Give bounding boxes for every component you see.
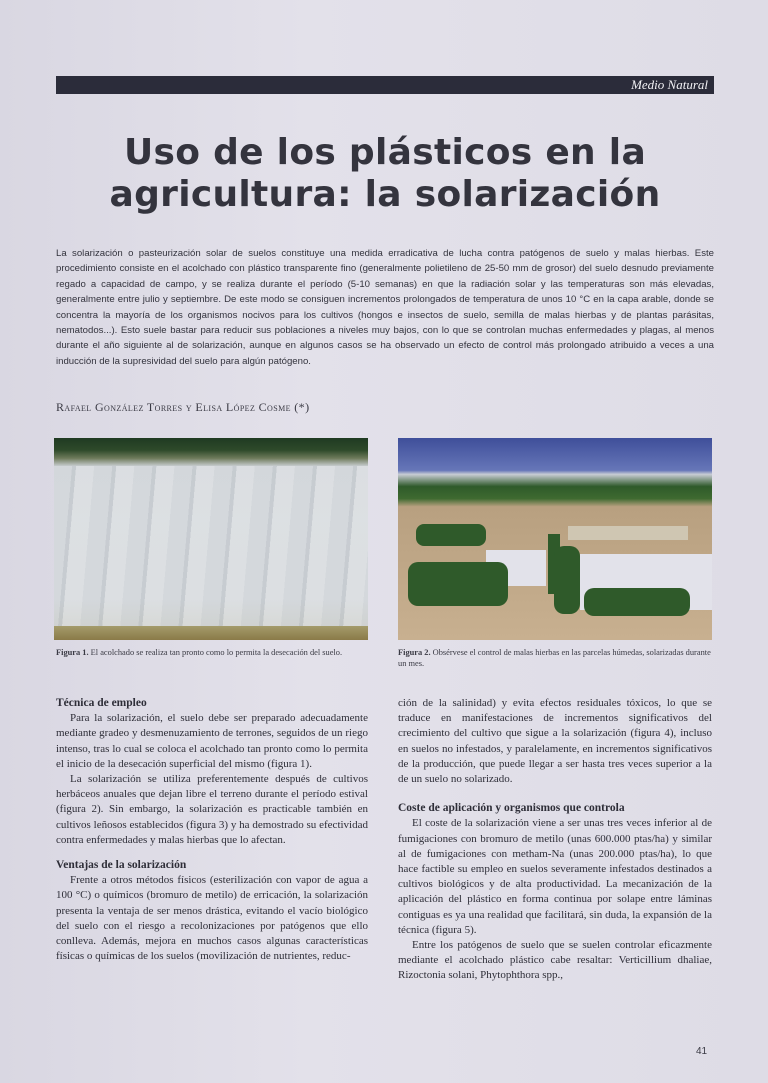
article-abstract: La solarización o pasteurización solar de suelos constituye una medida erradicativa de lucha contra patógenos de suelo y malas hierbas. Este procedimiento consiste en el acolchado con plástico transparente fino (generalmente polietileno de 25-50 mm de grosor) del suelo desnudo previamente regado a capacidad de campo, y se realiza durante el período (5-10 semanas) en que la radiación solar y las temperaturas son más elevadas, generalmente entre julio y septiembre. De este modo se consiguen incrementos prolongados de temperatura de unos 10 °C en la capa arable, donde se concentra la mayoría de los organismos nocivos para los cultivos (hongos e insectos de suelo, semilla de malas hierbas y de plantas parásitas, nematodos...). Esto suele bastar para reducir sus poblaciones a niveles muy bajos, con lo que se controlan muchas enfermedades y plagas, al menos durante el año siguiente al de solarización, aunque en algunos casos se ha observado un efecto de control más prolongado atribuido a veces a una inducción de la supresividad del suelo para algún patógeno. <box>56 248 714 367</box>
weed-patch <box>408 562 508 606</box>
paragraph: Entre los patógenos de suelo que se suelen controlar eficazmente mediante el acolchado plástico cabe resaltar: Verticillium dhaliae, Rizoctonia solani, Phytophthora spp., <box>398 939 712 982</box>
paragraph: Frente a otros métodos físicos (esterilización con vapor de agua a 100 °C) o químicos (bromuro de metilo) de erricación, la solarización presenta la ventaja de ser menos drástica, evitando el vacío biológico del suelo con el riesgo a recolonizaciones por patógenos que ello conlleva. Además, mejora en muchos casos algunas características físicas o químicas de los suelos (movilización de nutrientes, reduc- <box>56 874 368 963</box>
paragraph: Para la solarización, el suelo debe ser preparado adecuadamente mediante gradeo y desmenuzamiento de terrones, seguidos de un riego intenso, tras lo cual se coloca el acolchado tan pronto como lo permita el inicio de la desecación superficial del mismo (figura 1). <box>56 712 368 770</box>
figure-2-label: Figura 2. <box>398 648 431 657</box>
right-column <box>398 696 712 984</box>
hedge-row <box>416 524 486 546</box>
article-authors: Rafael González Torres y Elisa López Cosme (*) <box>56 400 310 414</box>
figure-1-caption <box>56 648 368 659</box>
hedge-row <box>554 546 580 614</box>
heading-coste: Coste de aplicación y organismos que controla <box>398 802 625 815</box>
heading-ventajas: Ventajas de la solarización <box>56 859 187 872</box>
figure-2-photo <box>398 438 712 640</box>
paragraph: ción de la salinidad) y evita efectos residuales tóxicos, lo que se traduce en manifestaciones de incrementos significativos del crecimiento del cultivo que sigue a la solarización (figura 4), incluso en suelos no infestados, y paralelamente, en incrementos significativos de la producción, que puede llegar a ser hasta tres veces superior a la de un suelo no solarizado. <box>398 697 712 786</box>
section-label: Medio Natural <box>631 77 708 92</box>
page-number: 41 <box>696 1046 708 1057</box>
article-title: Uso de los plásticos en la agricultura: la solarización <box>109 132 661 215</box>
figure-1-photo <box>54 438 368 640</box>
figure-1-label: Figura 1. <box>56 648 89 657</box>
figure-2-text: Obsérvese el control de malas hierbas en las parcelas húmedas, solarizadas durante un mes. <box>398 648 711 668</box>
heading-tecnica: Técnica de empleo <box>56 697 147 709</box>
weed-patch <box>584 588 690 616</box>
paragraph: El coste de la solarización viene a ser unas tres veces inferior al de fumigaciones con bromuro de metilo (unas 600.000 ptas/ha) y similar al de fumigaciones con metham-Na (unas 200.000 ptas/ha), lo que hace factible su empleo en suelos severamente infestados destinados a cultivos biológicos y de alta productividad. La mecanización de la aplicación del plástico en forma continua por solape entre láminas contiguas es ya una realidad que facilitará, sin duda, la expansión de la técnica (figura 5). <box>398 817 712 936</box>
section-header-bar <box>56 76 714 94</box>
figure-2-caption <box>398 648 712 669</box>
bare-plot <box>568 526 688 540</box>
figure-1-text: El acolchado se realiza tan pronto como lo permita la desecación del suelo. <box>90 648 343 657</box>
paragraph: La solarización se utiliza preferentemente después de cultivos herbáceos anuales que dejan libre el terreno durante el período estival (figura 2). Sin embargo, la solarización es practicable también en cultivos leñosos establecidos (figura 3) y ha demostrado su efectividad contra enfermedades y malas hierbas que lo afectan. <box>56 773 368 846</box>
left-column <box>56 696 368 964</box>
plastic-mulch-sheet <box>54 466 368 626</box>
